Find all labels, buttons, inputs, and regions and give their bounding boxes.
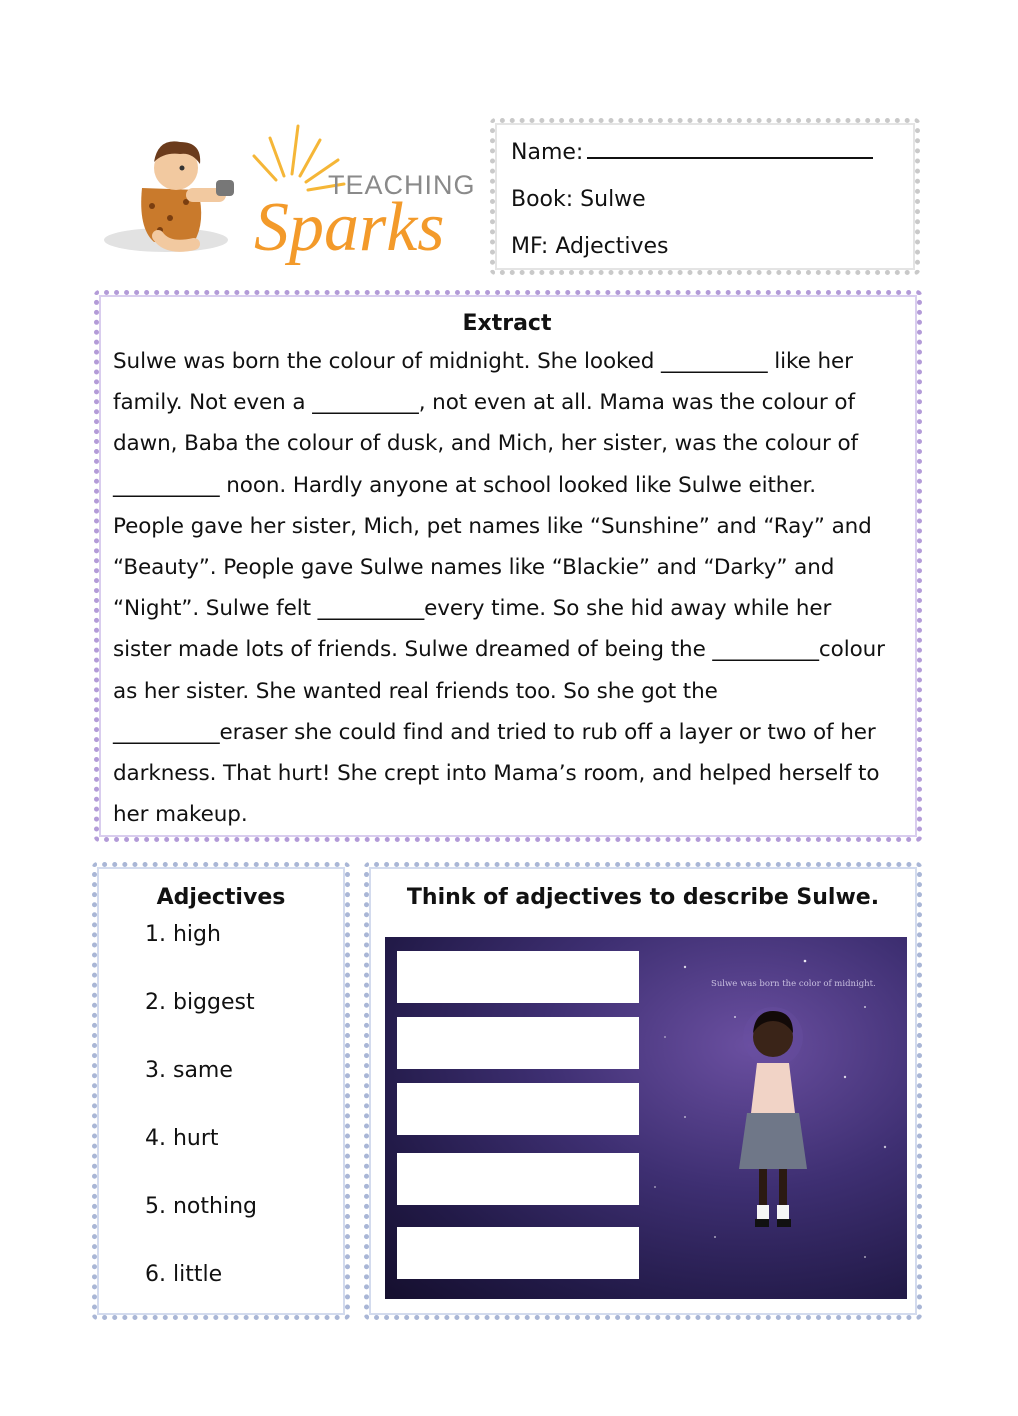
illustration-caption: Sulwe was born the color of midnight. (711, 979, 876, 989)
logo-teaching-text: TEACHING (328, 170, 476, 200)
extract-line: People gave her sister, Mich, pet names like “Sunshine” and “Ray” and (113, 513, 872, 539)
book-line: Book: Sulwe (511, 187, 646, 212)
adjectives-title: Adjectives (156, 885, 286, 910)
adjective-item: 5. nothing (145, 1194, 257, 1219)
adjectives-list (97, 919, 345, 1327)
extract-line: darkness. That hurt! She crept into Mama’s room, and helped herself to (113, 761, 880, 787)
adjective-item: 3. same (145, 1058, 233, 1083)
teaching-sparks-logo (98, 118, 478, 268)
extract-line: __________eraser she could find and tried to rub off a layer or two of her (113, 719, 876, 745)
extract-line: sister made lots of friends. Sulwe dreamed of being the __________colour (113, 637, 885, 663)
extract-line: her makeup. (113, 802, 248, 828)
extract-box (94, 290, 922, 842)
answer-box-3[interactable] (397, 1083, 639, 1135)
answer-box-1[interactable] (397, 951, 639, 1003)
sulwe-illustration (385, 937, 907, 1299)
extract-line: family. Not even a __________, not even at all. Mama was the colour of (113, 390, 855, 416)
extract-line: as her sister. She wanted real friends too. So she got the (113, 678, 718, 704)
name-label: Name: (511, 140, 584, 165)
extract-title: Extract (462, 311, 552, 336)
answer-box-4[interactable] (397, 1153, 639, 1205)
adjective-item: 2. biggest (145, 990, 255, 1015)
adjective-item: 1. high (145, 922, 221, 947)
answer-box-5[interactable] (397, 1227, 639, 1279)
sulwe-figure (739, 1007, 807, 1227)
extract-text (113, 341, 901, 835)
extract-line: Sulwe was born the colour of midnight. She looked __________ like her (113, 349, 853, 374)
describe-sulwe-title: Think of adjectives to describe Sulwe. (406, 885, 880, 910)
answer-box-2[interactable] (397, 1017, 639, 1069)
mf-line: MF: Adjectives (511, 234, 669, 259)
describe-sulwe-box (364, 862, 922, 1320)
name-line (511, 137, 915, 184)
extract-line: “Night”. Sulwe felt __________every time. So she hid away while her (113, 596, 832, 622)
adjective-item: 6. little (145, 1262, 223, 1287)
extract-line: dawn, Baba the colour of dusk, and Mich, her sister, was the colour of (113, 431, 858, 457)
adjectives-box (92, 862, 350, 1320)
name-write-line[interactable] (587, 137, 873, 159)
extract-line: “Beauty”. People gave Sulwe names like “Blackie” and “Darky” and (113, 555, 835, 581)
adjective-item: 4. hurt (145, 1126, 219, 1151)
extract-line: __________ noon. Hardly anyone at school looked like Sulwe either. (113, 472, 816, 498)
student-info-box (490, 118, 920, 275)
logo-sparks-text: Sparks (254, 189, 445, 266)
logo-graphic (98, 118, 478, 268)
